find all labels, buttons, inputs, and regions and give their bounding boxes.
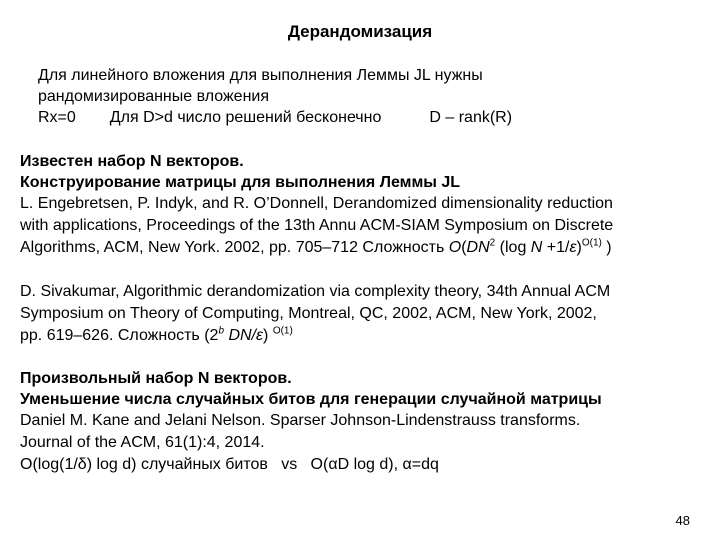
ref2-epsilon: ε bbox=[256, 327, 264, 344]
ref1-outer-paren-close: ) bbox=[601, 239, 612, 256]
section1-heading-2: Конструирование матрицы для выполнения Леммы JL bbox=[20, 174, 461, 191]
ref1-complexity-o: O bbox=[448, 239, 462, 256]
ref2-paren-close: ) bbox=[263, 327, 273, 344]
random-bits-formula: O(log(1/δ) log d) случайных битов vs O(αD log d), α=dq bbox=[20, 456, 439, 473]
intro-solutions-note: Для D>d число решений бесконечно bbox=[109, 109, 382, 126]
section2-heading-2: Уменьшение числа случайных битов для генерации случайной матрицы bbox=[20, 391, 602, 408]
ref1-paren-open: ( bbox=[461, 239, 467, 256]
ref1-plus-one-over: +1/ bbox=[542, 239, 570, 256]
ref2-exponent-o1: O(1) bbox=[272, 325, 293, 337]
section1-heading-1: Известен набор N векторов. bbox=[20, 153, 244, 170]
page-number: 48 bbox=[675, 513, 690, 528]
ref1-line-3 bbox=[20, 238, 612, 258]
ref2-line-3-text: pp. 619–626. Сложность (2 bbox=[20, 327, 219, 344]
intro-rank-note: D – rank(R) bbox=[429, 109, 513, 126]
ref2-line-2: Symposium on Theory of Computing, Montreal, QC, 2002, ACM, New York, 2002, bbox=[20, 305, 597, 322]
ref3-line-2: Journal of the ACM, 61(1):4, 2014. bbox=[20, 434, 265, 451]
ref1-line-1: L. Engebretsen, P. Indyk, and R. O’Donnell, Derandomized dimensionality reduction bbox=[20, 195, 613, 212]
intro-equation: Rx=0 bbox=[38, 109, 76, 126]
intro-line-3 bbox=[38, 108, 512, 128]
ref2-line-1: D. Sivakumar, Algorithmic derandomization via complexity theory, 34th Annual ACM bbox=[20, 283, 611, 300]
ref1-dn: DN bbox=[466, 239, 490, 256]
ref1-epsilon: ε bbox=[569, 239, 577, 256]
ref2-line-3 bbox=[20, 326, 293, 346]
intro-line-2: рандомизированные вложения bbox=[38, 88, 270, 105]
ref1-line-3-text: Algorithms, ACM, New York. 2002, pp. 705–712 Сложность bbox=[20, 239, 449, 256]
ref1-exponent-o1: O(1) bbox=[581, 237, 602, 249]
ref1-exponent-2: 2 bbox=[489, 237, 496, 249]
ref2-exponent-b: b bbox=[218, 325, 224, 337]
ref1-log: (log bbox=[495, 239, 531, 256]
ref1-paren-close: ) bbox=[576, 239, 582, 256]
ref1-n: N bbox=[530, 239, 543, 256]
section2-heading-1: Произвольный набор N векторов. bbox=[20, 370, 292, 387]
ref1-line-2: with applications, Proceedings of the 13th Annu ACM-SIAM Symposium on Discrete bbox=[20, 217, 614, 234]
slide-title: Дерандомизация bbox=[287, 22, 433, 41]
ref2-dn: DN/ bbox=[224, 327, 256, 344]
ref3-line-1: Daniel M. Kane and Jelani Nelson. Sparser Johnson-Lindenstrauss transforms. bbox=[20, 412, 581, 429]
intro-line-1: Для линейного вложения для выполнения Леммы JL нужны bbox=[38, 67, 483, 84]
